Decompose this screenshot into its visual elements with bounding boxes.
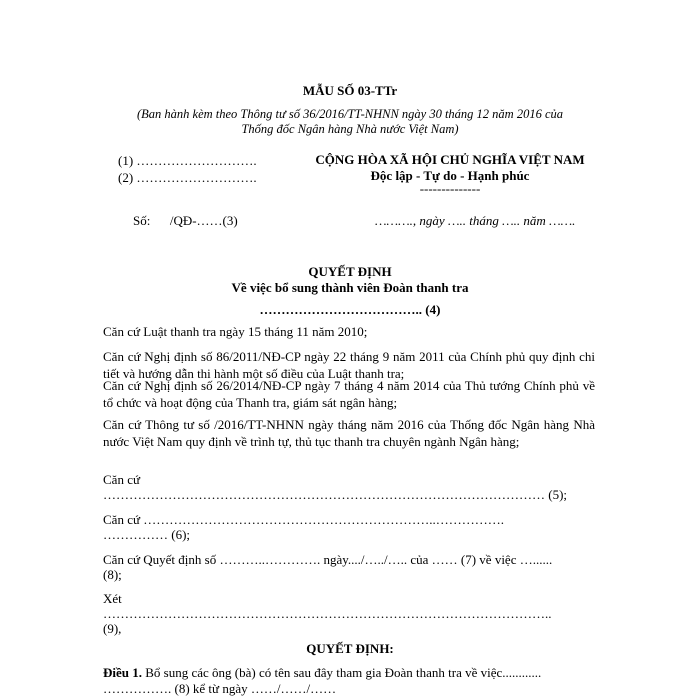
org-line-1: (1) ………………………. bbox=[118, 153, 257, 168]
form-number: MẪU SỐ 03-TTr bbox=[302, 83, 398, 98]
basis-decision-line1: Căn cứ Quyết định số ………..…………. ngày..../…../….. của …… (7) về việc …...... bbox=[103, 552, 553, 567]
issued-note-line1: (Ban hành kèm theo Thông tư số 36/2016/TT-NHNN ngày 30 tháng 12 năm 2016 của bbox=[136, 107, 564, 121]
basis-decision-line2: (8); bbox=[103, 567, 122, 582]
article-1-text: Bổ sung các ông (bà) có tên sau đây tham gia Đoàn thanh tra về việc............ bbox=[142, 665, 542, 680]
article-1-line2: ……………. (8) kể từ ngày ……/……/…… bbox=[103, 681, 337, 696]
consider-dots: ………………………………………………………………………………………….. bbox=[103, 606, 552, 621]
decision-title: QUYẾT ĐỊNH bbox=[308, 264, 392, 279]
basis-6-line2: …………… (6); bbox=[103, 527, 191, 542]
basis-law: Căn cứ Luật thanh tra ngày 15 tháng 11 năm 2010; bbox=[103, 324, 368, 339]
article-1 bbox=[103, 665, 541, 682]
decision-subject: Về việc bổ sung thành viên Đoàn thanh tra bbox=[231, 280, 469, 295]
basis-decree-26: Căn cứ Nghị định số 26/2014/NĐ-CP ngày 7 tháng 4 năm 2014 của Thủ tướng Chính phủ về tổ chức và hoạt động của Thanh tra, giám sát ngân hàng; bbox=[103, 378, 595, 410]
consider-label: Xét bbox=[103, 591, 122, 606]
motto-rule: -------------- bbox=[419, 181, 481, 196]
basis-decree-86: Căn cứ Nghị định số 86/2011/NĐ-CP ngày 22 tháng 9 năm 2011 của Chính phủ quy định chi tiết và hướng dẫn thi hành một số điều của Luật thanh tra; bbox=[103, 349, 595, 381]
basis-5-dots: ………………………………………………………………………………………… (5); bbox=[103, 487, 568, 502]
decision-subject-dots: ……………………………….. (4) bbox=[259, 302, 441, 317]
decision-number: Số: /QĐ-……(3) bbox=[133, 213, 238, 228]
country-name: CỘNG HÒA XÃ HỘI CHỦ NGHĨA VIỆT NAM bbox=[315, 152, 585, 167]
issued-note-line2: Thống đốc Ngân hàng Nhà nước Việt Nam) bbox=[241, 122, 459, 136]
decision-date: ………., ngày ….. tháng ….. năm ……. bbox=[375, 213, 576, 228]
basis-5-label: Căn cứ bbox=[103, 472, 141, 487]
decision-heading: QUYẾT ĐỊNH: bbox=[306, 641, 394, 656]
org-line-2: (2) ………………………. bbox=[118, 170, 257, 185]
basis-6-line1: Căn cứ …………………………………………………………..……………. bbox=[103, 512, 505, 527]
article-1-label: Điều 1. bbox=[103, 665, 142, 680]
motto: Độc lập - Tự do - Hạnh phúc bbox=[370, 168, 530, 183]
basis-circular: Căn cứ Thông tư số /2016/TT-NHNN ngày tháng năm 2016 của Thống đốc Ngân hàng Nhà nước Việt Nam quy định về trình tự, thủ tục thanh tra chuyên ngành Ngân hàng; bbox=[103, 417, 595, 449]
consider-end: (9), bbox=[103, 621, 122, 636]
